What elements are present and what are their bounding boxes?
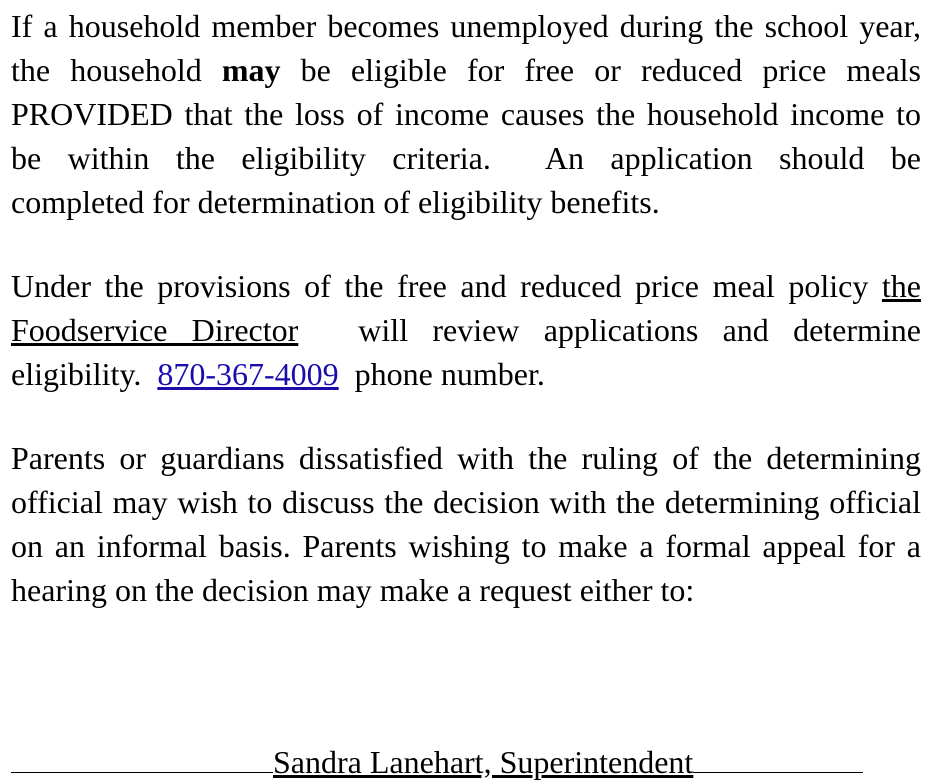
signature-blank-tail: [693, 738, 863, 773]
may-emphasis: may: [221, 52, 281, 88]
unemployment-paragraph: [11, 4, 921, 224]
unemployment-text-middle: be eligible for free or reduced price meals PROVIDED that the loss of income causes the household income to be within the eligibility criteria.: [11, 52, 922, 176]
provisions-text-middle: will review applications and determine eligibility.: [11, 312, 922, 392]
provisions-paragraph: [11, 264, 921, 396]
signature-blank-lead: [11, 738, 273, 773]
appeal-paragraph: Parents or guardians dissatisfied with the ruling of the determining official may wish to discuss the decision with the determining official on an informal basis. Parents wishing to make a formal appeal for a hearing on the decision may make a request either to:: [11, 440, 921, 608]
superintendent-name: Sandra Lanehart, Superintendent: [273, 744, 694, 780]
determining-official-name: the Foodservice Director: [11, 268, 921, 348]
signature-line: [11, 738, 921, 784]
phone-number-link[interactable]: 870-367-4009: [157, 356, 339, 392]
phone-number-label: phone number.: [354, 356, 545, 392]
document-body: [11, 4, 921, 612]
application-instruction: An application should be completed for determination of eligibility benefits.: [11, 140, 921, 220]
unemployment-text-start: If a household member becomes unemployed during the school year, the household: [11, 8, 921, 88]
provisions-text-start: Under the provisions of the free and reduced price meal policy: [11, 268, 882, 304]
